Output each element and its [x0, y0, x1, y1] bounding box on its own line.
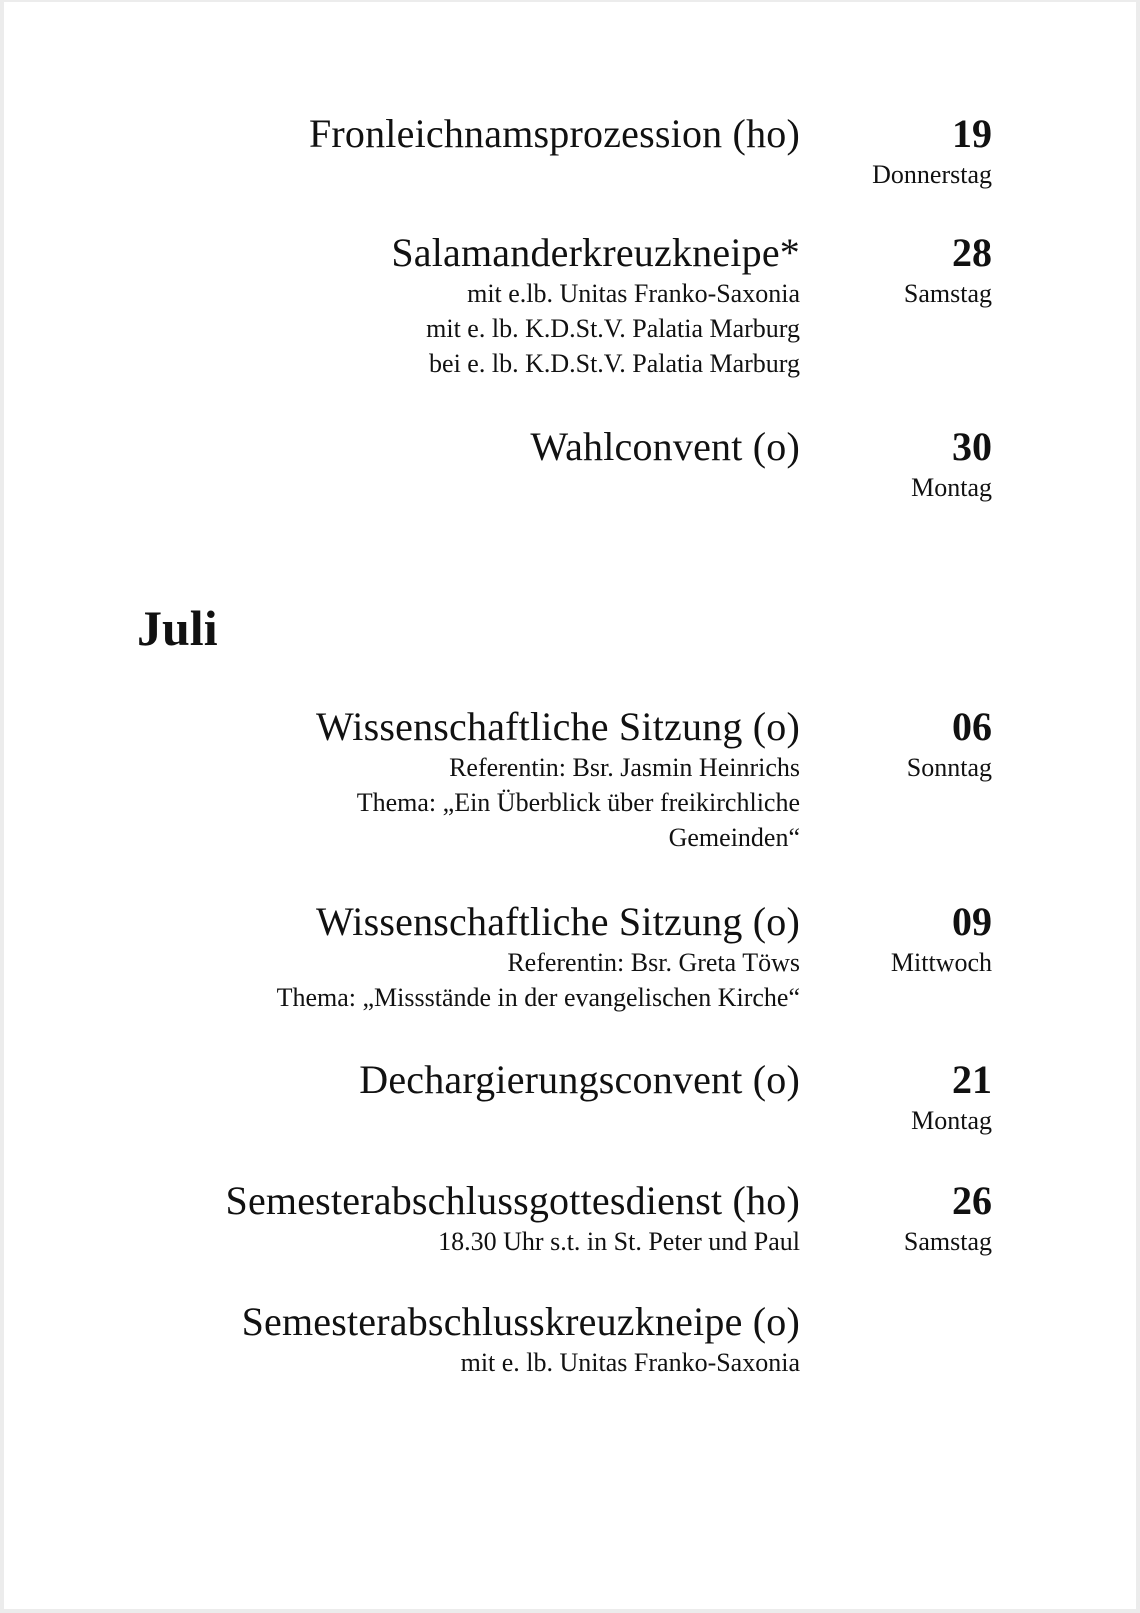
event-title: Salamanderkreuzkneipe* — [391, 230, 800, 275]
event-detail-line: mit e. lb. Unitas Franko-Saxonia — [460, 1348, 800, 1377]
event-title: Wissenschaftliche Sitzung (o) — [315, 899, 800, 944]
event-details — [357, 750, 800, 855]
event-details — [438, 1224, 800, 1259]
event-date-number: 26 — [952, 1178, 992, 1223]
event-date-number: 06 — [952, 704, 992, 749]
event-details — [277, 945, 800, 1015]
event-weekday: Mittwoch — [890, 948, 992, 977]
month-heading: Juli — [137, 600, 218, 656]
event-title: Dechargierungsconvent (o) — [359, 1057, 800, 1102]
event-detail-line: Referentin: Bsr. Jasmin Heinrichs — [449, 753, 800, 782]
event-title: Wahlconvent (o) — [530, 424, 800, 469]
event-detail-line: Referentin: Bsr. Greta Töws — [507, 948, 800, 977]
event-detail-line: Thema: „Missstände in der evangelischen Kirche“ — [276, 983, 800, 1012]
event-date-number: 09 — [952, 899, 992, 944]
event-title: Fronleichnamsprozession (ho) — [308, 111, 800, 156]
event-details — [461, 1345, 800, 1380]
event-weekday: Montag — [911, 1106, 992, 1135]
event-detail-line: bei e. lb. K.D.St.V. Palatia Marburg — [429, 349, 800, 378]
event-details — [426, 276, 800, 381]
event-date-number: 28 — [952, 230, 992, 275]
event-detail-line: Thema: „Ein Überblick über freikirchliche — [356, 788, 800, 817]
event-date-number: 21 — [952, 1057, 992, 1102]
event-date-number: 19 — [952, 111, 992, 156]
event-detail-line: Gemeinden“ — [668, 823, 800, 852]
document-page — [4, 2, 1136, 1609]
event-detail-line: 18.30 Uhr s.t. in St. Peter und Paul — [438, 1227, 800, 1256]
event-detail-line: mit e.lb. Unitas Franko-Saxonia — [467, 279, 800, 308]
event-weekday: Samstag — [903, 1227, 992, 1256]
event-title: Wissenschaftliche Sitzung (o) — [315, 704, 800, 749]
event-title: Semesterabschlusskreuzkneipe (o) — [241, 1299, 800, 1344]
event-weekday: Donnerstag — [872, 160, 992, 189]
event-weekday: Samstag — [903, 279, 992, 308]
event-title: Semesterabschlussgottesdienst (ho) — [225, 1178, 800, 1223]
event-date-number: 30 — [952, 424, 992, 469]
event-weekday: Sonntag — [906, 753, 992, 782]
event-weekday: Montag — [911, 473, 992, 502]
event-detail-line: mit e. lb. K.D.St.V. Palatia Marburg — [426, 314, 800, 343]
